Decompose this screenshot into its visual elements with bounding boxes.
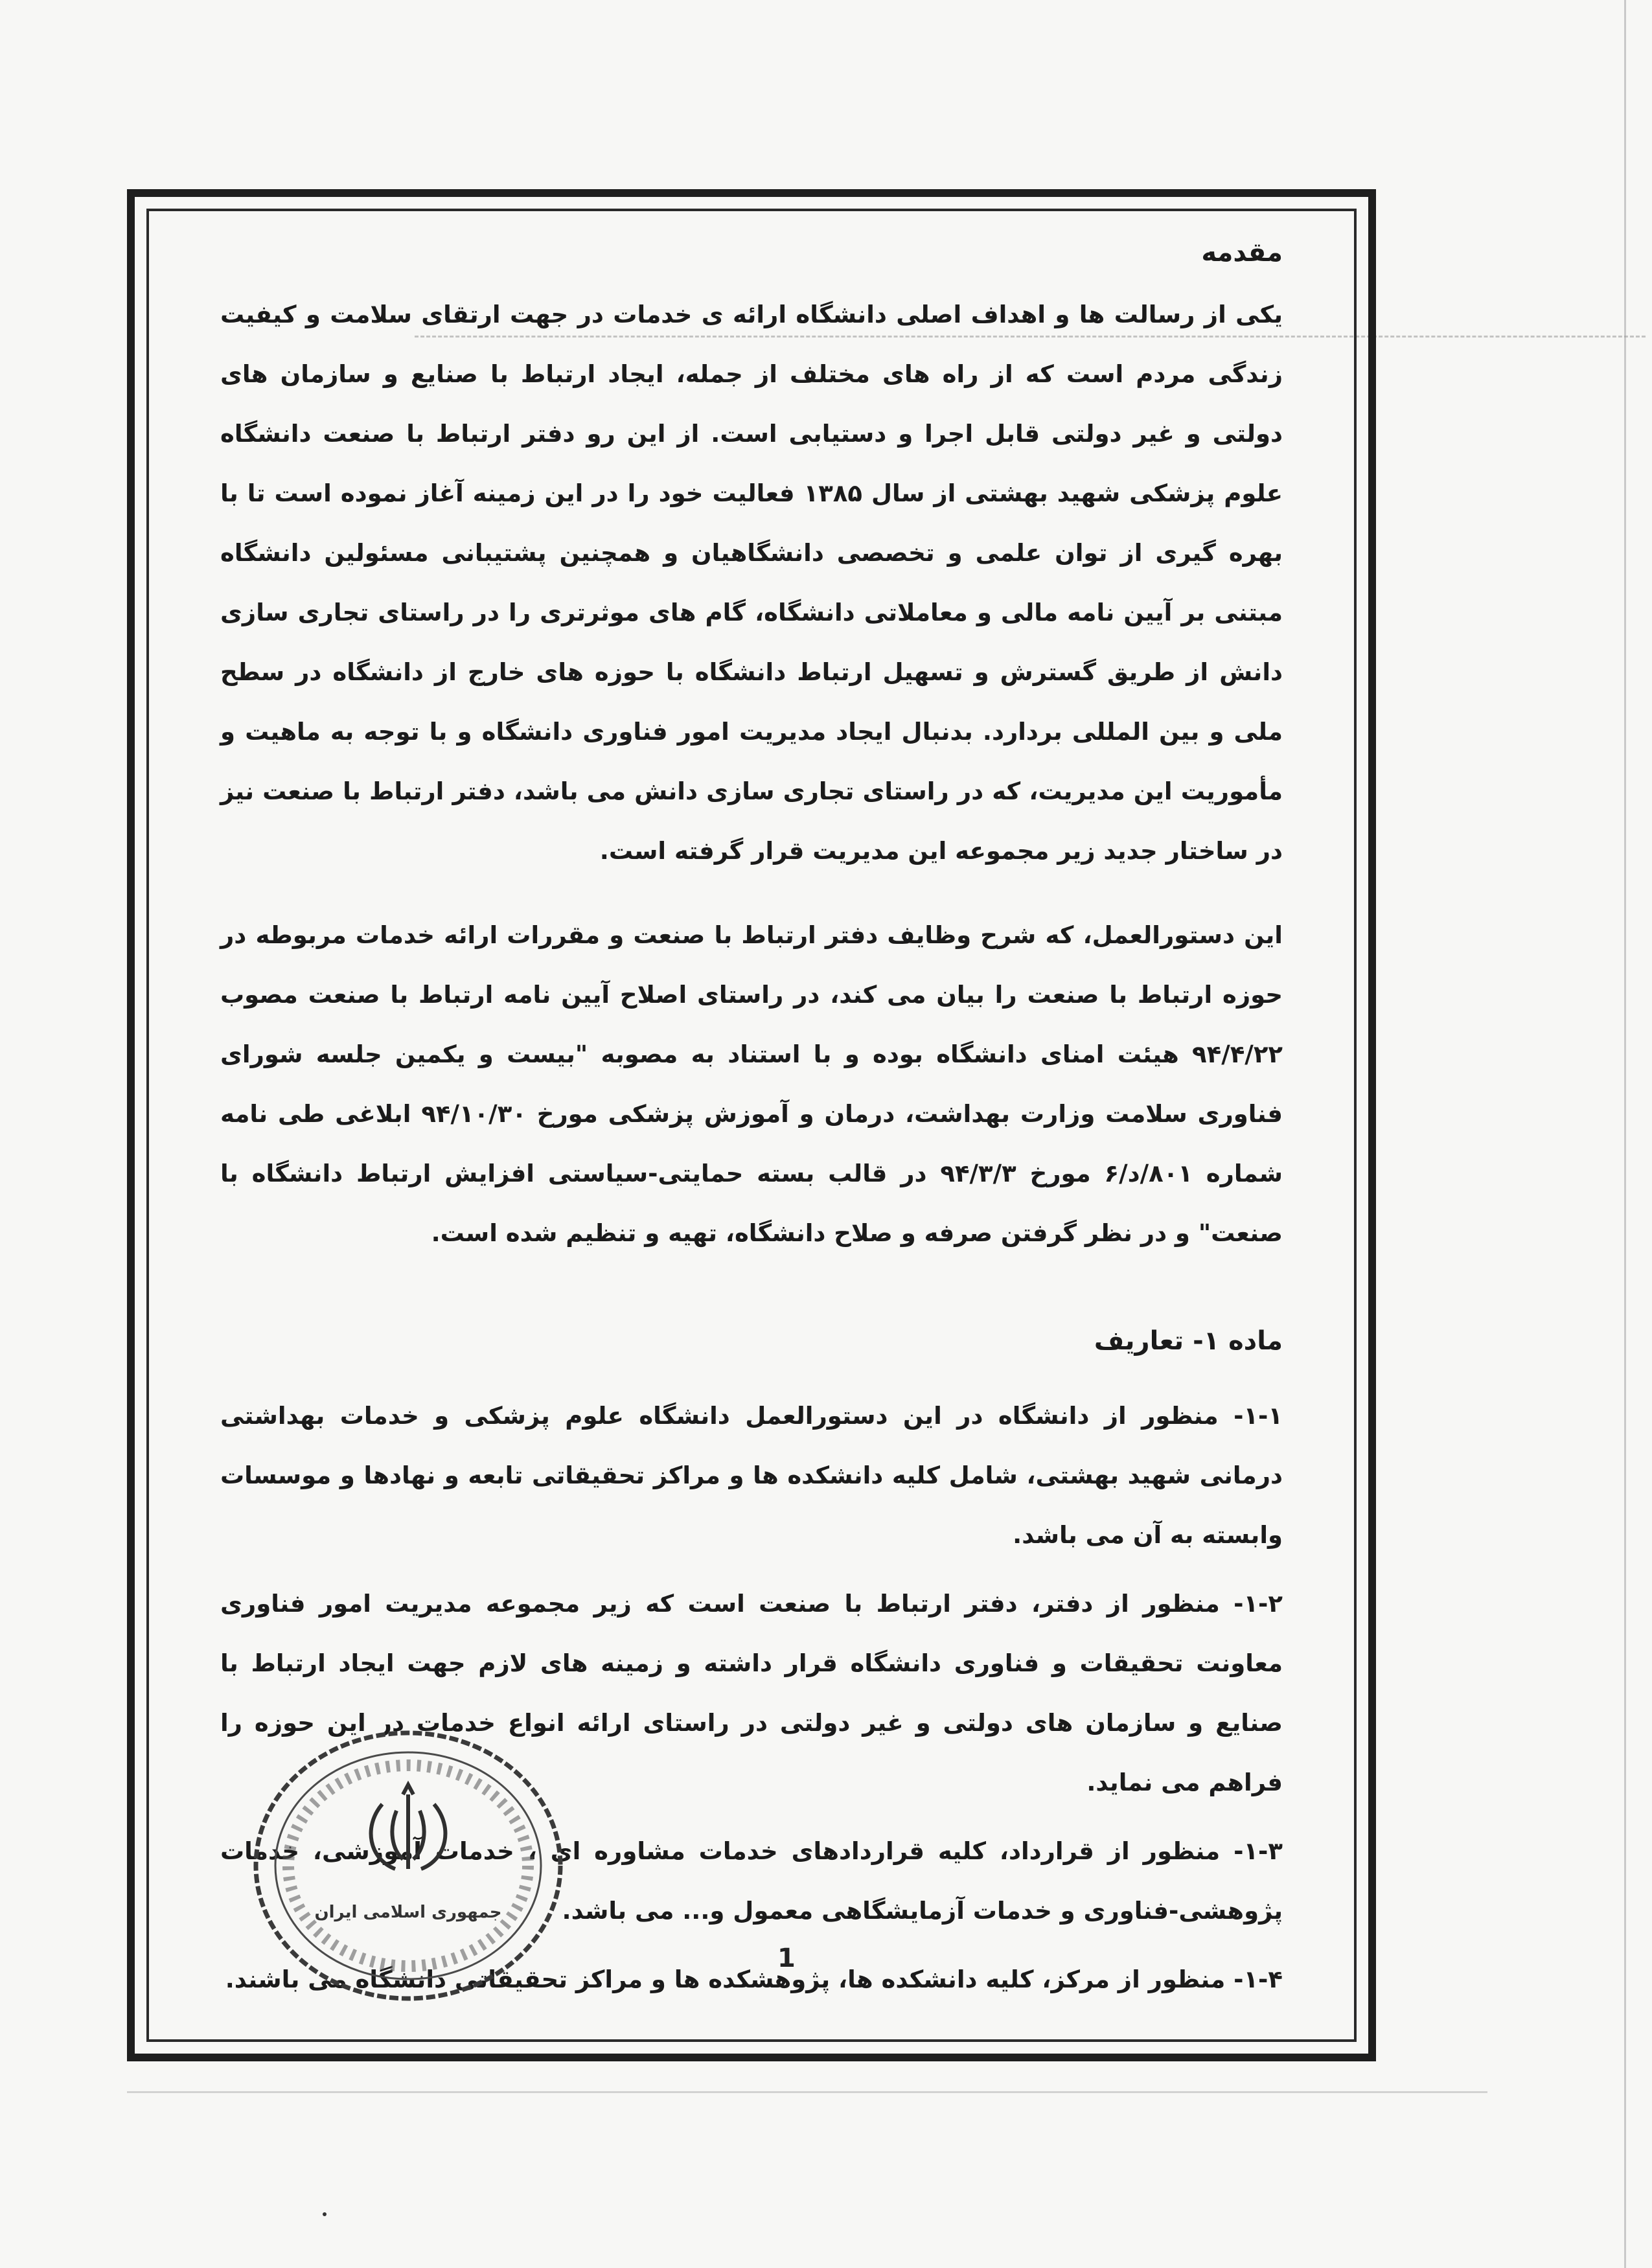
page-number: 1	[777, 1943, 796, 1973]
intro-paragraph-1: یکی از رسالت ها و اهداف اصلی دانشگاه ارائه ی خدمات در جهت ارتقای سلامت و کیفیت زندگی مردم است که از راه های مختلف از جمله، ایجاد ارتباط با صنایع و سازمان های دولتی و غیر دولتی قابل اجرا و دستیابی است. از این رو دفتر ارتباط با صنعت دانشگاه علوم پزشکی شهید بهشتی از سال ۱۳۸۵ فعالیت خود را در این زمینه آغاز نموده است تا با بهره گیری از توان علمی و تخصصی دانشگاهیان و همچنین پشتیبانی مسئولین دانشگاه مبتنی بر آیین نامه مالی و معاملاتی دانشگاه، گام های موثرتری را در راستای تجاری سازی دانش از طریق گسترش و تسهیل ارتباط دانشگاه با حوزه های خارج از دانشگاه در سطح ملی و بین المللی بردارد. بدنبال ایجاد مدیریت امور فناوری دانشگاه و با توجه به ماهیت و مأموریت این مدیریت، که در راستای تجاری سازی دانش می باشد، دفتر ارتباط با صنعت نیز در ساختار جدید زیر مجموعه این مدیریت قرار گرفته است.	[220, 301, 1283, 865]
definition-item-1: ۱-۱- منظور از دانشگاه در این دستورالعمل دانشگاه علوم پزشکی و خدمات بهداشتی درمانی شهید بهشتی، شامل کلیه دانشکده ها و مراکز تحقیقاتی تابعه و نهادها و موسسات وابسته به آن می باشد.	[220, 1402, 1283, 1549]
official-seal	[246, 1723, 570, 2008]
seal-inner-text: جمهوری اسلامی ایران	[314, 1903, 502, 1922]
scan-speck	[323, 2212, 327, 2216]
scan-line-bottom	[127, 2091, 1487, 2093]
article-1-heading: ماده ۱- تعاریف	[1094, 1326, 1283, 1356]
scan-page-edge	[1624, 0, 1626, 2268]
definition-item-3: ۱-۳- منظور از قرارداد، کلیه قراردادهای خدمات مشاوره ای ، خدمات آموزشی، خدمات پژوهشی-فناوری و خدمات آزمایشگاهی معمول و... می باشد.	[220, 1837, 1283, 1925]
intro-paragraph-2: این دستورالعمل، که شرح وظایف دفتر ارتباط با صنعت و مقررات ارائه خدمات مربوطه در حوزه ارتباط با صنعت را بیان می کند، در راستای اصلاح آیین نامه ارتباط با صنعت مصوب ۹۴/۴/۲۲ هیئت امنای دانشگاه بوده و با استناد به مصوبه "بیست و یکمین جلسه شورای فناوری سلامت وزارت بهداشت، درمان و آموزش پزشکی مورخ ۹۴/۱۰/۳۰ ابلاغی طی نامه شماره ۸۰۱/د/۶ مورخ ۹۴/۳/۳ در قالب بسته حمایتی-سیاستی افزایش ارتباط دانشگاه با صنعت" و در نظر گرفتن صرفه و صلاح دانشگاه، تهیه و تنظیم شده است.	[220, 921, 1283, 1247]
emblem-icon	[371, 1785, 446, 1869]
definition-item-2: ۱-۲- منظور از دفتر، دفتر ارتباط با صنعت است که زیر مجموعه مدیریت امور فناوری معاونت تحقیقات و فناوری دانشگاه قرار داشته و زمینه های لازم جهت ایجاد ارتباط با صنایع و سازمان های دولتی و غیر دولتی در راستای ارائه انواع خدمات در این حوزه را فراهم می نماید.	[220, 1590, 1283, 1796]
introduction-heading: مقدمه	[1201, 238, 1283, 268]
definition-item-4: ۱-۴- منظور از مرکز، کلیه دانشکده ها، پژوهشکده ها و مراکز تحقیقاتی دانشگاه می باشند.	[225, 1965, 1283, 1993]
